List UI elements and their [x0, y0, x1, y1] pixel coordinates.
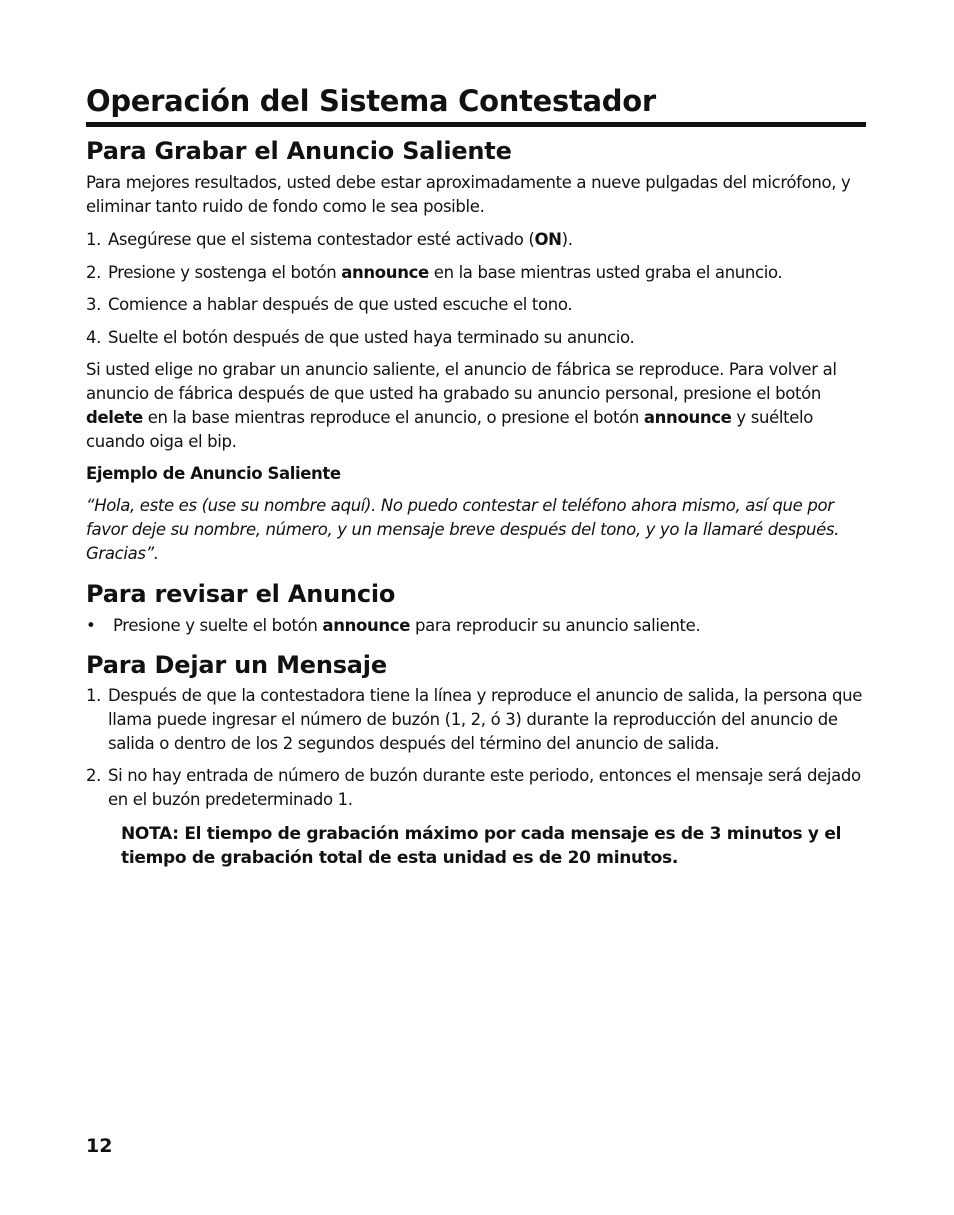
message-steps-list — [86, 684, 866, 812]
step-text: ). — [561, 230, 573, 249]
step-number: 1. — [86, 230, 102, 249]
page-number: 12 — [86, 1135, 113, 1157]
paragraph-text: Si usted elige no grabar un anuncio saliente, el anuncio de fábrica se reproduce. Para volver al anuncio de fábrica después de que usted ha grabado su anuncio personal, presione el botón — [86, 360, 837, 403]
bullet-icon: • — [86, 616, 96, 635]
step-text: Después de que la contestadora tiene la línea y reproduce el anuncio de salida, la persona que llama puede ingresar el número de buzón (1, 2, ó 3) durante la reproducción del anuncio de salida o dentro de los 2 segundos después del término del anuncio de salida. — [108, 686, 863, 753]
list-item — [86, 684, 866, 756]
note-text: NOTA: El tiempo de grabación máximo por cada mensaje es de 3 minutos y el tiempo de grabación total de esta unidad es de 20 minutos. — [121, 824, 842, 868]
step-text: Presione y sostenga el botón — [108, 262, 342, 282]
section-intro: Para mejores resultados, usted debe estar aproximadamente a nueve pulgadas del micrófono, y eliminar tanto ruido de fondo como le sea posible. — [86, 173, 851, 216]
list-item — [86, 228, 866, 252]
step-bold-term: ON — [534, 230, 562, 249]
list-item — [86, 614, 866, 638]
paragraph-text: en la base mientras reproduce el anuncio, o presione el botón — [142, 408, 644, 427]
example-heading: Ejemplo de Anuncio Saliente — [86, 464, 341, 483]
step-number: 1. — [86, 686, 102, 705]
list-item — [86, 326, 866, 350]
section-heading-review-announcement: Para revisar el Anuncio — [86, 580, 396, 608]
section-heading-leave-message: Para Dejar un Mensaje — [86, 651, 387, 679]
step-number: 4. — [86, 327, 102, 347]
step-bold-term: announce — [341, 262, 429, 282]
step-text: Si no hay entrada de número de buzón durante este periodo, entonces el mensaje será dejado en el buzón predeterminado 1. — [108, 766, 861, 809]
page-content — [86, 82, 866, 870]
page-title: Operación del Sistema Contestador — [86, 82, 866, 127]
factory-announcement-paragraph — [86, 358, 866, 454]
step-number: 2. — [86, 766, 102, 785]
step-number: 2. — [86, 262, 102, 282]
review-list — [86, 614, 866, 638]
list-item — [86, 764, 866, 812]
list-item — [86, 293, 866, 317]
step-text: Suelte el botón después de que usted haya terminado su anuncio. — [108, 327, 635, 347]
bold-term-delete: delete — [86, 408, 143, 427]
item-text: Presione y suelte el botón — [113, 616, 323, 635]
section-heading-record-announcement: Para Grabar el Anuncio Saliente — [86, 137, 512, 165]
list-item — [86, 261, 866, 285]
step-number: 3. — [86, 295, 102, 314]
bold-term-announce: announce — [643, 408, 732, 427]
item-text: para reproducir su anuncio saliente. — [410, 616, 701, 635]
step-text: Asegúrese que el sistema contestador esté activado ( — [108, 230, 535, 249]
example-text: “Hola, este es (use su nombre aquí). No puedo contestar el teléfono ahora mismo, así que por favor deje su nombre, número, y un mensaje breve después del tono, y yo la llamaré después. Gracias”. — [86, 496, 840, 563]
paragraph-text: y suéltelo cuando oiga el bip. — [86, 408, 814, 451]
bold-term-announce: announce — [322, 616, 411, 635]
step-text: Comience a hablar después de que usted escuche el tono. — [108, 295, 573, 314]
record-steps-list — [86, 228, 866, 350]
step-text: en la base mientras usted graba el anuncio. — [428, 262, 783, 282]
